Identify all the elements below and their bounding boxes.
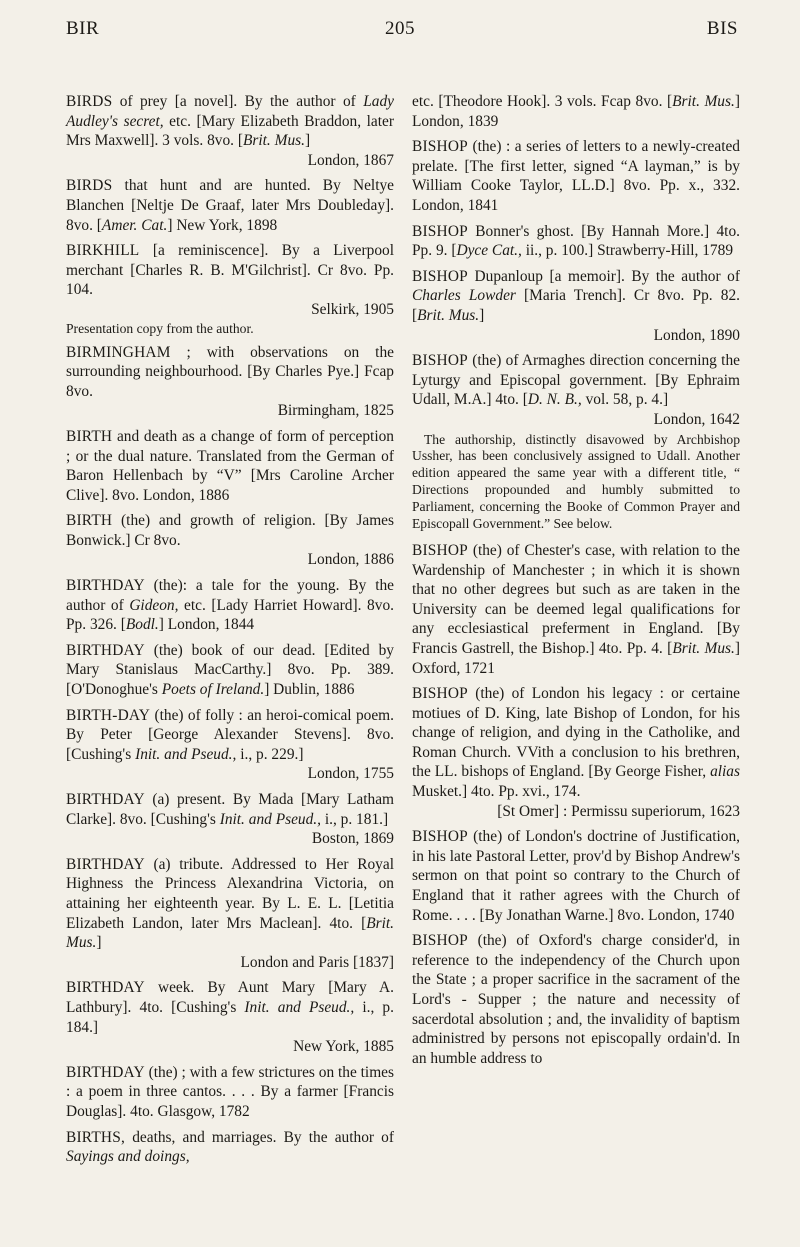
- entry-headword: BIRDS: [66, 93, 113, 110]
- entry-birthday-tribute: [66, 855, 394, 973]
- entry-birth-of-religion: [66, 511, 394, 570]
- entry-headword: BISHOP: [412, 685, 468, 703]
- page-number: 205: [385, 18, 415, 39]
- entry-imprint: London, 1890: [653, 326, 740, 344]
- entry-bishop-letters: [412, 137, 740, 215]
- entry-headword: BIRKHILL: [66, 242, 140, 260]
- entry-headword: BISHOP: [412, 138, 468, 156]
- entry-imprint: London, 1867: [307, 151, 394, 169]
- entry-text: ] Oxford, 1721: [412, 639, 740, 677]
- entry-text: [Maria Trench]. Cr 8vo. Pp. 82. [: [412, 287, 740, 324]
- entry-text: deaths, and marriages. By the author of: [125, 1128, 394, 1146]
- entry-text: Dupanloup [a memoir]. By the author of: [467, 267, 740, 285]
- entry-italic: Dyce Cat.,: [456, 242, 522, 260]
- entry-text: (the) of Chester's case, with relation to the Wardenship of Manchester ; in which it is shown that no other degrees but such as are taken in the University can be deemed legal qualifications for any ecclesiastical preferment in England. [By Francis Gastrell, the Bishop.] 4to. Pp. 4. [: [412, 541, 740, 657]
- entry-imprint: [St Omer] : Permissu superiorum, 1623: [497, 802, 740, 820]
- entry-text: ii., p. 100.] Strawberry-Hill, 1789: [521, 242, 734, 260]
- entry-headword: BIRTHDAY: [66, 791, 145, 808]
- entry-text: ] London, 1839: [412, 93, 740, 130]
- entry-headword: BIRTH: [66, 427, 113, 445]
- entry-text: (the) and growth of religion. [By James Bonwick.] Cr 8vo.: [66, 512, 394, 549]
- entry-text: (the) ; with a few strictures on the times : a poem in three cantos. . . . By a farmer [Francis Douglas]. 4to. Glasgow, 1782: [66, 1063, 394, 1120]
- entry-italic: Gideon,: [129, 596, 179, 614]
- entry-bishop-of-armaghes: [412, 351, 740, 429]
- entry-italic: Brit. Mus.: [66, 914, 394, 952]
- entry-imprint: Birmingham, 1825: [277, 402, 394, 420]
- entry-births-deaths-marriages: [66, 1128, 394, 1167]
- entry-italic: Charles Lowder: [412, 287, 516, 305]
- entry-headword: BISHOP: [412, 932, 468, 950]
- entry-text: of prey [a novel]. By the author of: [112, 93, 364, 110]
- entry-imprint: London, 1886: [307, 551, 394, 569]
- entry-text: (the) : a series of letters to a newly-created prelate. [The first letter, signed “A layman,” is by William Cooke Taylor, LL.D.] 8vo. Pp. x., 332. London, 1841: [412, 138, 740, 214]
- entry-text: vol. 58, p. 4.]: [581, 391, 669, 409]
- entry-headword: BIRTHDAY: [66, 979, 145, 997]
- entry-italic: D. N. B.,: [527, 391, 582, 409]
- entry-headword: BISHOP: [412, 828, 468, 846]
- entry-birth-and-death: [66, 427, 394, 505]
- entry-italic: Brit. Mus.: [672, 639, 735, 657]
- left-column: [66, 92, 394, 1173]
- entry-text: i., p. 229.]: [236, 745, 304, 763]
- entry-text: ] London, 1844: [158, 616, 255, 634]
- entry-birthday-tale: [66, 576, 394, 635]
- entry-italic: Init. and Pseud.,: [244, 998, 355, 1016]
- entry-headword: BIRTHDAY: [66, 1063, 145, 1081]
- entry-italic: Lady Audley's secret,: [66, 93, 394, 130]
- entry-headword: BIRTHDAY: [66, 641, 145, 659]
- entry-italic: Brit. Mus.: [417, 306, 480, 324]
- entry-imprint: Boston, 1869: [311, 830, 394, 848]
- entry-birthday-week: [66, 978, 394, 1056]
- entry-italic: Amer. Cat.: [101, 216, 168, 234]
- entry-note: The authorship, distinctly disavowed by Archbishop Ussher, has been conclusively assigned to Udall. Another edition appeared the same year with a different title, “ Directions propounded and humbly submitted to Parliament, concerning the Booke of Common Prayer and Episcopall Government.” See below.: [412, 431, 740, 532]
- entry-birds-that-hunt: [66, 176, 394, 235]
- entry-text: Bonner's ghost. [By Hannah More.] 4to. Pp. 9. [: [412, 222, 740, 260]
- entry-italic: Init. and Pseud.,: [219, 810, 321, 828]
- entry-italic: alias: [710, 763, 740, 781]
- entry-text: (a) present. By Mada [Mary Latham Clarke]. 8vo. [Cushing's: [66, 791, 394, 828]
- entry-imprint: New York, 1885: [293, 1038, 394, 1056]
- entry-headword: BISHOP: [412, 352, 468, 370]
- entry-headword: BISHOP: [412, 541, 468, 559]
- entry-text: [a reminiscence]. By a Liverpool merchant [Charles R. B. M'Gilchrist]. Cr 8vo. Pp. 104.: [66, 242, 394, 299]
- entry-text: and death as a change of form of perception ; or the dual nature. Translated from the German of Baron Hellenbach by “V” [Mrs Caroline Archer Clive]. 8vo. London, 1886: [66, 427, 394, 504]
- entry-italic: Brit. Mus.: [242, 132, 305, 150]
- entry-bishop-of-london-doctrine: [412, 827, 740, 925]
- entry-italic: Bodl.: [125, 616, 159, 634]
- entry-headword: BIRTHDAY: [66, 577, 145, 595]
- entry-note: Presentation copy from the author.: [66, 320, 254, 336]
- entry-birds-of-prey: [66, 92, 394, 170]
- entry-imprint: London, 1755: [307, 765, 394, 783]
- entry-imprint: London, 1642: [653, 410, 740, 428]
- entry-italic: Sayings and doings,: [66, 1148, 190, 1166]
- entry-text: ] New York, 1898: [167, 216, 278, 234]
- entry-text: Musket.] 4to. Pp. xvi., 174.: [412, 783, 581, 801]
- entry-text: (the) of London's doctrine of Justification, in his late Pastoral Letter, prov'd by Bishop Andrew's sermon on that point so contrary to the Church of England that it rather agrees with the Church of Rome. . . . [By Jonathan Warne.] 8vo. London, 1740: [412, 828, 740, 924]
- running-head: [0, 18, 800, 48]
- entry-birth-day-of-folly: [66, 706, 394, 784]
- entry-headword: BIRTHDAY: [66, 855, 145, 873]
- entry-continuation: [412, 92, 740, 131]
- entry-text: (a) tribute. Addressed to Her Royal Highness the Princess Alexandrina Victoria, on attaining her eighteenth year. By L. E. L. [Letitia Elizabeth Landon, later Mrs Maclean]. 4to. [: [66, 855, 394, 932]
- entry-text: ]: [304, 132, 311, 150]
- entry-birkhill: [66, 241, 394, 336]
- entry-text: (the) of Oxford's charge consider'd, in reference to the independency of the Church upon the State ; a proper sacrifice in the sacrament of the Lord's - Supper ; the nature and necessity of sacerdotal absolution ; and, the invalidity of baptism administred by persons not episcopally ordain'd. In an humble address to: [412, 932, 740, 1067]
- running-head-right: BIS: [706, 18, 738, 39]
- entry-headword: BISHOP: [412, 222, 468, 240]
- entry-headword: BIRDS: [66, 177, 113, 195]
- entry-bishop-bonners-ghost: [412, 222, 740, 261]
- entry-text: i., p. 184.]: [66, 998, 394, 1036]
- entry-text: that hunt and are hunted. By Neltye Blanchen [Neltje De Graaf, later Mrs Doubleday]. 8vo. [: [66, 177, 394, 234]
- entry-headword: BIRTHS,: [66, 1128, 126, 1146]
- entry-text: etc. [Lady Harriet Howard]. 8vo. Pp. 326. [: [66, 596, 394, 634]
- entry-italic: Poets of Ireland.: [161, 681, 265, 699]
- entry-italic: Brit. Mus.: [672, 93, 735, 110]
- entry-birthday-book: [66, 641, 394, 700]
- entry-imprint: London and Paris [1837]: [240, 953, 394, 971]
- entry-headword: BIRTH: [66, 512, 113, 530]
- entry-text: (the) of London his legacy : or certaine motiues of D. King, late Bishop of London, for his change of religion, and dying in the Catholike, and Roman Church. VVith a conclusion to his brethren, the LL. bishops of England. [By George Fisher,: [412, 685, 740, 781]
- entry-bishop-of-chester: [412, 541, 740, 678]
- entry-text: ]: [479, 306, 485, 324]
- entry-text: (the) of Armaghes direction concerning the Lyturgy and Episcopal government. [By Ephraim Udall, M.A.] 4to. [: [412, 352, 740, 409]
- entry-bishop-dupanloup: [412, 267, 740, 345]
- entry-headword: BIRMINGHAM: [66, 343, 171, 361]
- entry-text: (the) book of our dead. [Edited by Mary Stanislaus MacCarthy.] 8vo. Pp. 389. [O'Donoghue's: [66, 641, 394, 699]
- entry-text: etc. [Mary Elizabeth Braddon, later Mrs Maxwell]. 3 vols. 8vo. [: [66, 112, 394, 150]
- entry-text: ] Dublin, 1886: [264, 681, 355, 699]
- entry-text: (the): a tale for the young. By the author of: [66, 577, 394, 614]
- entry-birmingham: [66, 343, 394, 421]
- entry-bishop-of-oxford: [412, 931, 740, 1068]
- entry-text: (the) of folly : an heroi-comical poem. By Peter [George Alexander Stevens]. 8vo. [Cushing's: [66, 706, 394, 763]
- right-column: [412, 92, 740, 1074]
- entry-imprint: Selkirk, 1905: [311, 300, 394, 318]
- entry-text: etc. [Theodore Hook]. 3 vols. Fcap 8vo. [: [412, 93, 673, 110]
- entry-text: i., p. 181.]: [321, 810, 389, 828]
- entry-text: week. By Aunt Mary [Mary A. Lathbury]. 4to. [Cushing's: [66, 979, 394, 1016]
- entry-bishop-of-london-legacy: [412, 684, 740, 821]
- running-head-left: BIR: [66, 18, 100, 39]
- entry-birthday-strictures: [66, 1063, 394, 1122]
- entry-text: ; with observations on the surrounding neighbourhood. [By Charles Pye.] Fcap 8vo.: [66, 343, 394, 400]
- entry-text: ]: [96, 934, 102, 952]
- entry-headword: BISHOP: [412, 267, 468, 285]
- entry-birthday-present: [66, 790, 394, 849]
- entry-italic: Init. and Pseud.,: [135, 745, 237, 763]
- entry-headword: BIRTH-DAY: [66, 706, 151, 724]
